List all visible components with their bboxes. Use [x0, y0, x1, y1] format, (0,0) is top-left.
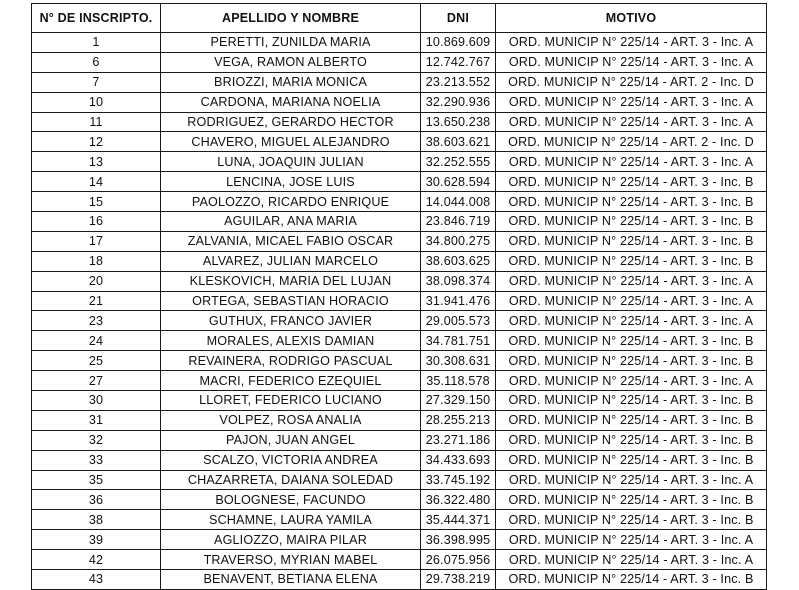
- table-row: [32, 33, 767, 53]
- table-row: [32, 212, 767, 232]
- reason-cell: ORD. MUNICIP N° 225/14 - ART. 3 - Inc. A: [496, 530, 767, 550]
- full-name-cell: ALVAREZ, JULIAN MARCELO: [161, 251, 421, 271]
- dni-cell: 12.742.767: [421, 52, 496, 72]
- table-row: [32, 570, 767, 590]
- inscription-number-cell: 38: [32, 510, 161, 530]
- reason-cell: ORD. MUNICIP N° 225/14 - ART. 3 - Inc. A: [496, 152, 767, 172]
- table-row: [32, 271, 767, 291]
- inscription-number-cell: 16: [32, 212, 161, 232]
- reason-cell: ORD. MUNICIP N° 225/14 - ART. 3 - Inc. B: [496, 331, 767, 351]
- full-name-cell: TRAVERSO, MYRIAN MABEL: [161, 550, 421, 570]
- reason-cell: ORD. MUNICIP N° 225/14 - ART. 3 - Inc. B: [496, 510, 767, 530]
- full-name-cell: AGUILAR, ANA MARIA: [161, 212, 421, 232]
- table-row: [32, 291, 767, 311]
- reason-cell: ORD. MUNICIP N° 225/14 - ART. 3 - Inc. B: [496, 570, 767, 590]
- table-row: [32, 251, 767, 271]
- dni-cell: 36.322.480: [421, 490, 496, 510]
- dni-cell: 32.290.936: [421, 92, 496, 112]
- dni-cell: 23.271.186: [421, 430, 496, 450]
- reason-cell: ORD. MUNICIP N° 225/14 - ART. 3 - Inc. B: [496, 391, 767, 411]
- full-name-cell: LENCINA, JOSE LUIS: [161, 172, 421, 192]
- reason-cell: ORD. MUNICIP N° 225/14 - ART. 3 - Inc. B: [496, 450, 767, 470]
- table-row: [32, 192, 767, 212]
- dni-cell: 34.800.275: [421, 231, 496, 251]
- table-row: [32, 430, 767, 450]
- table-row: [32, 490, 767, 510]
- reason-cell: ORD. MUNICIP N° 225/14 - ART. 2 - Inc. D: [496, 132, 767, 152]
- full-name-cell: REVAINERA, RODRIGO PASCUAL: [161, 351, 421, 371]
- inscription-number-cell: 20: [32, 271, 161, 291]
- dni-cell: 29.738.219: [421, 570, 496, 590]
- registry-sheet: [31, 3, 767, 590]
- full-name-cell: SCALZO, VICTORIA ANDREA: [161, 450, 421, 470]
- table-row: [32, 311, 767, 331]
- full-name-cell: ZALVANIA, MICAEL FABIO OSCAR: [161, 231, 421, 251]
- dni-cell: 10.869.609: [421, 33, 496, 53]
- full-name-cell: CHAVERO, MIGUEL ALEJANDRO: [161, 132, 421, 152]
- reason-cell: ORD. MUNICIP N° 225/14 - ART. 3 - Inc. A: [496, 92, 767, 112]
- reason-cell: ORD. MUNICIP N° 225/14 - ART. 3 - Inc. A: [496, 52, 767, 72]
- dni-cell: 30.308.631: [421, 351, 496, 371]
- full-name-cell: KLESKOVICH, MARIA DEL LUJAN: [161, 271, 421, 291]
- full-name-cell: VEGA, RAMON ALBERTO: [161, 52, 421, 72]
- inscription-number-cell: 42: [32, 550, 161, 570]
- reason-cell: ORD. MUNICIP N° 225/14 - ART. 3 - Inc. B: [496, 430, 767, 450]
- table-row: [32, 172, 767, 192]
- inscription-number-cell: 1: [32, 33, 161, 53]
- inscription-number-cell: 43: [32, 570, 161, 590]
- full-name-cell: ORTEGA, SEBASTIAN HORACIO: [161, 291, 421, 311]
- table-row: [32, 450, 767, 470]
- reason-cell: ORD. MUNICIP N° 225/14 - ART. 3 - Inc. A: [496, 311, 767, 331]
- table-row: [32, 152, 767, 172]
- dni-cell: 29.005.573: [421, 311, 496, 331]
- inscription-number-cell: 17: [32, 231, 161, 251]
- inscription-number-cell: 23: [32, 311, 161, 331]
- header-reason: MOTIVO: [496, 4, 767, 33]
- dni-cell: 32.252.555: [421, 152, 496, 172]
- dni-cell: 33.745.192: [421, 470, 496, 490]
- table-row: [32, 52, 767, 72]
- reason-cell: ORD. MUNICIP N° 225/14 - ART. 3 - Inc. A: [496, 470, 767, 490]
- full-name-cell: BOLOGNESE, FACUNDO: [161, 490, 421, 510]
- reason-cell: ORD. MUNICIP N° 225/14 - ART. 3 - Inc. B: [496, 192, 767, 212]
- dni-cell: 34.781.751: [421, 331, 496, 351]
- inscription-number-cell: 12: [32, 132, 161, 152]
- dni-cell: 23.213.552: [421, 72, 496, 92]
- dni-cell: 26.075.956: [421, 550, 496, 570]
- inscription-number-cell: 32: [32, 430, 161, 450]
- full-name-cell: BENAVENT, BETIANA ELENA: [161, 570, 421, 590]
- table-row: [32, 550, 767, 570]
- reason-cell: ORD. MUNICIP N° 225/14 - ART. 3 - Inc. A: [496, 271, 767, 291]
- dni-cell: 31.941.476: [421, 291, 496, 311]
- inscription-number-cell: 36: [32, 490, 161, 510]
- inscription-number-cell: 10: [32, 92, 161, 112]
- dni-cell: 35.118.578: [421, 371, 496, 391]
- inscription-number-cell: 27: [32, 371, 161, 391]
- reason-cell: ORD. MUNICIP N° 225/14 - ART. 3 - Inc. A: [496, 33, 767, 53]
- inscription-number-cell: 11: [32, 112, 161, 132]
- full-name-cell: CHAZARRETA, DAIANA SOLEDAD: [161, 470, 421, 490]
- table-row: [32, 132, 767, 152]
- full-name-cell: MACRI, FEDERICO EZEQUIEL: [161, 371, 421, 391]
- full-name-cell: VOLPEZ, ROSA ANALIA: [161, 410, 421, 430]
- registry-table: [31, 3, 767, 590]
- full-name-cell: GUTHUX, FRANCO JAVIER: [161, 311, 421, 331]
- table-row: [32, 72, 767, 92]
- inscription-number-cell: 25: [32, 351, 161, 371]
- table-row: [32, 371, 767, 391]
- full-name-cell: PERETTI, ZUNILDA MARIA: [161, 33, 421, 53]
- reason-cell: ORD. MUNICIP N° 225/14 - ART. 3 - Inc. A: [496, 550, 767, 570]
- full-name-cell: AGLIOZZO, MAIRA PILAR: [161, 530, 421, 550]
- reason-cell: ORD. MUNICIP N° 225/14 - ART. 3 - Inc. B: [496, 410, 767, 430]
- dni-cell: 13.650.238: [421, 112, 496, 132]
- dni-cell: 27.329.150: [421, 391, 496, 411]
- inscription-number-cell: 30: [32, 391, 161, 411]
- reason-cell: ORD. MUNICIP N° 225/14 - ART. 3 - Inc. B: [496, 251, 767, 271]
- full-name-cell: CARDONA, MARIANA NOELIA: [161, 92, 421, 112]
- dni-cell: 38.603.621: [421, 132, 496, 152]
- inscription-number-cell: 15: [32, 192, 161, 212]
- dni-cell: 14.044.008: [421, 192, 496, 212]
- reason-cell: ORD. MUNICIP N° 225/14 - ART. 3 - Inc. B: [496, 231, 767, 251]
- full-name-cell: MORALES, ALEXIS DAMIAN: [161, 331, 421, 351]
- full-name-cell: PAJON, JUAN ANGEL: [161, 430, 421, 450]
- header-full-name: APELLIDO Y NOMBRE: [161, 4, 421, 33]
- inscription-number-cell: 24: [32, 331, 161, 351]
- table-row: [32, 470, 767, 490]
- header-dni: DNI: [421, 4, 496, 33]
- dni-cell: 23.846.719: [421, 212, 496, 232]
- table-row: [32, 351, 767, 371]
- dni-cell: 36.398.995: [421, 530, 496, 550]
- dni-cell: 34.433.693: [421, 450, 496, 470]
- header-inscription-number: N° DE INSCRIPTO.: [32, 4, 161, 33]
- table-row: [32, 510, 767, 530]
- table-row: [32, 331, 767, 351]
- full-name-cell: BRIOZZI, MARIA MONICA: [161, 72, 421, 92]
- table-row: [32, 410, 767, 430]
- table-row: [32, 112, 767, 132]
- inscription-number-cell: 6: [32, 52, 161, 72]
- reason-cell: ORD. MUNICIP N° 225/14 - ART. 3 - Inc. B: [496, 351, 767, 371]
- inscription-number-cell: 13: [32, 152, 161, 172]
- full-name-cell: LUNA, JOAQUIN JULIAN: [161, 152, 421, 172]
- inscription-number-cell: 21: [32, 291, 161, 311]
- dni-cell: 38.603.625: [421, 251, 496, 271]
- inscription-number-cell: 35: [32, 470, 161, 490]
- table-row: [32, 391, 767, 411]
- reason-cell: ORD. MUNICIP N° 225/14 - ART. 3 - Inc. B: [496, 490, 767, 510]
- inscription-number-cell: 14: [32, 172, 161, 192]
- full-name-cell: PAOLOZZO, RICARDO ENRIQUE: [161, 192, 421, 212]
- reason-cell: ORD. MUNICIP N° 225/14 - ART. 3 - Inc. A: [496, 112, 767, 132]
- dni-cell: 30.628.594: [421, 172, 496, 192]
- dni-cell: 35.444.371: [421, 510, 496, 530]
- inscription-number-cell: 18: [32, 251, 161, 271]
- full-name-cell: LLORET, FEDERICO LUCIANO: [161, 391, 421, 411]
- inscription-number-cell: 31: [32, 410, 161, 430]
- dni-cell: 38.098.374: [421, 271, 496, 291]
- inscription-number-cell: 39: [32, 530, 161, 550]
- table-row: [32, 92, 767, 112]
- table-body: [32, 33, 767, 590]
- inscription-number-cell: 7: [32, 72, 161, 92]
- inscription-number-cell: 33: [32, 450, 161, 470]
- table-row: [32, 530, 767, 550]
- reason-cell: ORD. MUNICIP N° 225/14 - ART. 3 - Inc. A: [496, 371, 767, 391]
- dni-cell: 28.255.213: [421, 410, 496, 430]
- reason-cell: ORD. MUNICIP N° 225/14 - ART. 3 - Inc. B: [496, 172, 767, 192]
- reason-cell: ORD. MUNICIP N° 225/14 - ART. 3 - Inc. A: [496, 291, 767, 311]
- header-row: [32, 4, 767, 33]
- reason-cell: ORD. MUNICIP N° 225/14 - ART. 2 - Inc. D: [496, 72, 767, 92]
- full-name-cell: RODRIGUEZ, GERARDO HECTOR: [161, 112, 421, 132]
- table-row: [32, 231, 767, 251]
- reason-cell: ORD. MUNICIP N° 225/14 - ART. 3 - Inc. B: [496, 212, 767, 232]
- full-name-cell: SCHAMNE, LAURA YAMILA: [161, 510, 421, 530]
